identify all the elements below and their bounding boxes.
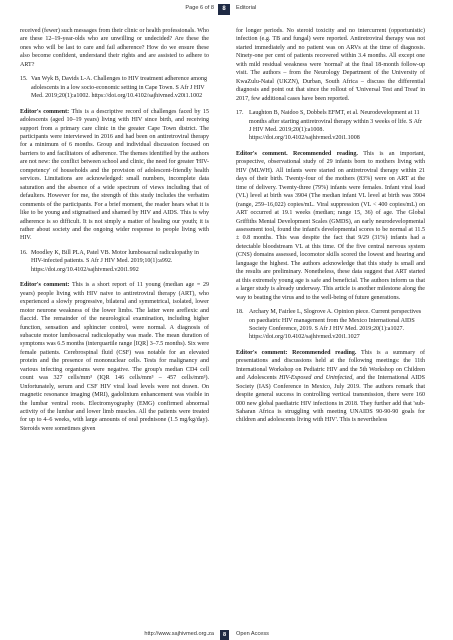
comment-lead: Editor's comment. Recommended reading. [236,150,358,157]
journal-logo: 8 [218,4,230,15]
comment-body-cont: , and the International AIDS Society (IAS) Conference in Mexico, July 2019. The authors remark that despite general success in controlling vertical transmission, there were 160 000 new global paediatric HIV infections in 2018. They further add that 'sub-Saharan Africa is struggling with meeting UNAIDS 90-90-90 goals for children and adolescents living with HIV'. This is nevertheless [236,375,425,424]
editor-comment [236,349,425,425]
open-access-label: Open Access [236,631,269,637]
reference-number: 18. [236,309,244,316]
comment-lead: Editor's comment: [20,108,70,115]
comment-body: This is an important, prospective, observational study of 29 infants born to mothers living with HIV (MLWH). All infants were started on antiretroviral therapy within 21 days of their birth. Twenty-four of the mothers (83%) were on ART at the time of delivery. Twenty-three (79%) infants were females. Infant viral load (VL) level at birth was 3904 (The median infant VL level at birth was 3904 (range, 259–16,022) copies/mL. Viral suppression (VL < 400 copies/mL) on ART occurred at 19.1 weeks (median; range 15, 36) of age. The Global Griffiths Mental Development Scales (GMDS), an early neurodevelopmental assessment tool, found the infant's developmental scores to be normal at 11.5 ± 0.8 months. This was despite the fact that 9/29 (31%) infants had a detectable bloodstream VL at this time. Of the five central nervous system (CNS) domains assessed, locomotor skills scored the lowest and hearing and language the highest. The authors acknowledge that this study is small and the results are preliminary. Nonetheless, these data suggest that ART started at this extremely young age is safe and beneficial. The authors inform us that a larger study is already underway. This article is another milestone along the way to beating the virus and to the well-being of future generations. [236,150,425,301]
comment-italic: HIV-Exposed and Uninfected [279,375,353,382]
reference-18 [236,308,425,342]
reference-text[interactable]: Archary M, Fairlee L, Slogrove A. Opinion piece. Current perspectives on paediatric HIV management from the Mexico International AIDS Society Conference, 2019. S Afr J HIV Med. 2019;20(1):a1027. https://doi.org/10.4102/sajhivmed.v20i1.1027 [249,309,422,341]
comment-lead: Editor's comment: Recommended reading. [236,349,357,356]
reference-text[interactable]: Moodley K, Bill PLA, Patel VB. Motor lumbosacral radiculopathy in HIV-infected patients. S Afr J HIV Med. 2019;10(1):a992. https://doi.org/10.4102/sajhivmed.v20i1.992 [31,249,199,273]
reference-17 [236,109,425,143]
page-indicator: Page 6 of 8 [185,5,214,11]
journal-url[interactable]: http://www.sajhivmed.org.za [144,631,214,637]
page-header [0,4,453,18]
right-column [236,27,425,627]
reference-16 [20,249,209,274]
reference-text[interactable]: Van Wyk B, Davids L-A. Challenges to HIV treatment adherence among adolescents in a low socio-economic setting in Cape Town. S Afr J HIV Med. 2019;20(1):a1002. https://doi.org/10.4102/sajhivmed.v20i1.1002 [31,76,208,100]
comment-body: This is a summary of presentations and discussions held at the following meetings: the 11th International Workshop on Pediatric HIV and the 5th Workshop on Children and Adolescents [236,349,425,382]
page-number: 8 [220,630,229,640]
paragraph: for longer periods. No steroid toxicity and no intercurrent (opportunistic) infection (e.g. TB and fungal) were reported. Antiretroviral therapy was not started immediately and no patient was on ARVs at the time of diagnosis. Ninety-one per cent of patients recovered within 3.4 months. All except one with mild residual weakness were 'normal' at the final 18-month follow-up visit. The authors – from the Neurology Department of the University of KwaZulu-Natal (UKZN), Durban, South Africa – discuss the differential diagnosis and point out that since the rollout of 'Universal Test and Treat' in 2017, few additional cases have been reported. [236,28,425,102]
reference-number: 17. [236,110,244,117]
reference-text[interactable]: Laughton B, Naidoo S, Dobbels EFMT, et al. Neurodevelopment at 11 months after starting antiretroviral therapy within 3 weeks of life. S Afr J HIV Med. 2019;20(1):a1008. https://doi.org/10.4102/sajhivmed.v20i1.1008 [249,110,422,142]
comment-body: This is a short report of 11 young (median age = 29 years) people living with HIV naive to antiretroviral therapy (ART), who experienced a slowly progressive, bilateral and symmetrical, isolated, lower motor neurone weakness of the lower limbs. The latter were areflexic and flaccid. The remainder of the neurological examination, including higher function, sensation and sphincter control, were normal. A diagnosis of subacute motor lumbosacral radiculopathy was made. The mean duration of symptoms was 6.5 months (interquartile range [IQR] 3–7.5 months). Six were female patients. Cerebrospinal fluid (CSF) was notable for an elevated protein and the presence of mononuclear cells. Tests for malignancy and various infecting organisms were negative. The group's median CD4 cell count was 327 cells/mm³ (IQR 146 cells/mm³ – 457 cells/mm³). Unfortunately, serum and CSF HIV viral load levels were not drawn. On magnetic resonance imaging (MRI), gadolinium enhancement was visible in the lumbar ventral roots. Electromyography (EMG) confirmed abnormal activity of the lumbar and lower limb muscles. All the patients were treated for up to 4–6 weeks, with large amounts of oral prednisone (1.5 mg/kg/day). Steroids were sometimes given [20,282,209,432]
reference-number: 16. [20,249,28,256]
comment-body: This is a descriptive record of challenges faced by 15 adolescents (aged 10–19 years) living with HIV since birth, and receiving support from a primary care clinic in the greater Cape Town district. The participants were interviewed in 2016 and had been on antiretroviral therapy for a minimum of 6 months. Group and individual discussion focused on barriers to and facilitators of adherence. The themes identified by the authors are not new: the conflict between school and clinic, the need for greater 'HIV-competency' of households and the provision of adolescent-friendly health services. Limitations are acknowledged: small numbers, incomplete data saturation and the absence of a wide spectrum of views including that of defaulters. However for me, the strength of this study includes the verbatim comments of the participants. For a brief moment, the reader hears what it is like to be young and stigmatised and shamed by HIV and AIDS. This is why adherence is so difficult. It is not simply a matter of healing our youth; it is rather about society and the ongoing wider response to people living with HIV. [20,108,209,242]
left-column [20,27,209,627]
paragraph: received (fewer) such messages from their clinic or health professionals. Who are these 12–19-year-olds who are unwilling or undecided? Are these the ones who will be last to care and fail adherence? How do we ensure these also become confident, understand their rights and are assisted to adhere to ART? [20,28,209,68]
reference-number: 15. [20,76,28,83]
reference-15 [20,75,209,100]
comment-lead: Editor's comment: [20,282,70,289]
section-label: Editorial [236,5,257,11]
editor-comment [236,150,425,302]
page-footer [0,630,453,640]
editor-comment [20,108,209,243]
editor-comment [20,281,209,433]
